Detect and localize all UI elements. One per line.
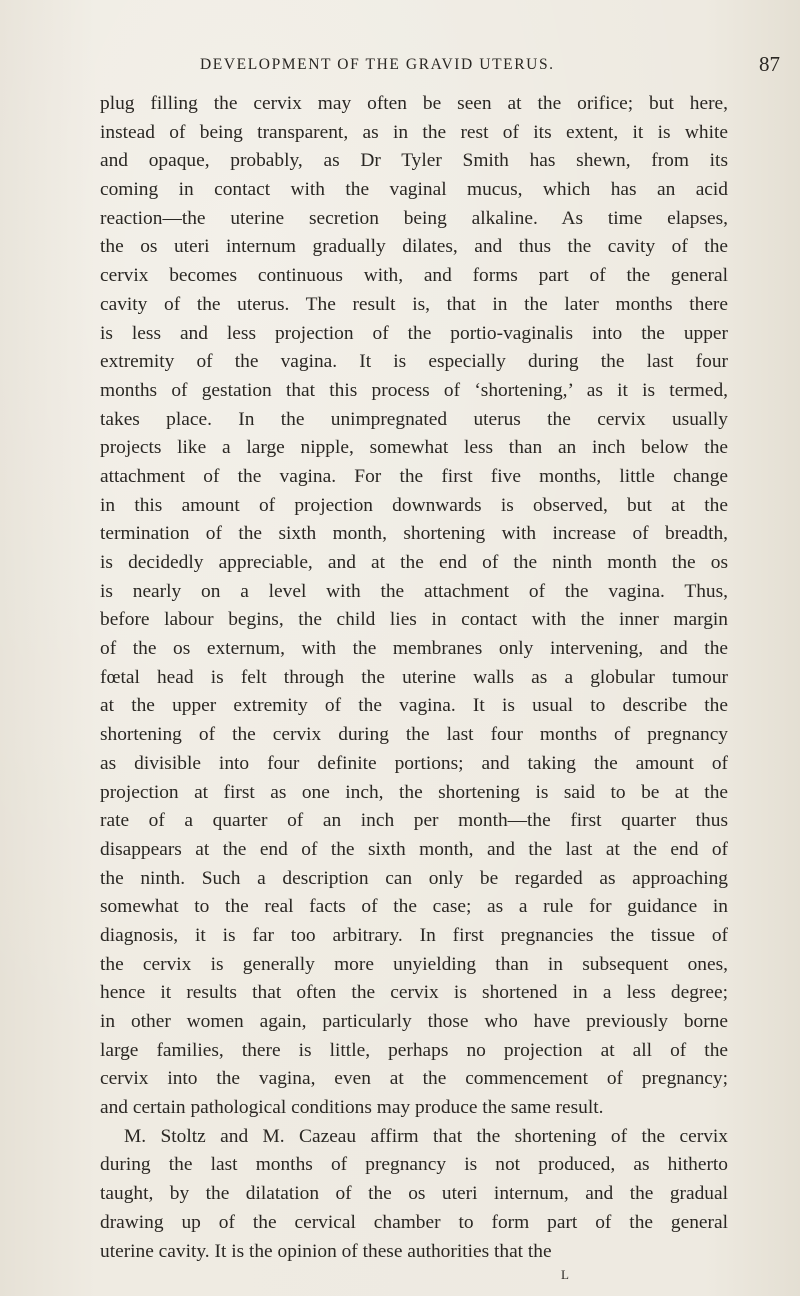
text-line: rate of a quarter of an inch per month—the first quarter thus: [100, 810, 728, 832]
text-line: extremity of the vagina. It is especially during the last four: [100, 351, 728, 373]
text-line: drawing up of the cervical chamber to form part of the general: [100, 1211, 728, 1233]
text-line: as divisible into four definite portions; and taking the amount of: [100, 752, 728, 774]
text-line: takes place. In the unimpregnated uterus the cervix usually: [100, 408, 728, 430]
text-line: coming in contact with the vaginal mucus, which has an acid: [100, 179, 728, 201]
body-text: [100, 90, 728, 1266]
signature-mark: L: [561, 1267, 569, 1282]
text-line: diagnosis, it is far too arbitrary. In first pregnancies the tissue of: [100, 924, 728, 946]
text-line: reaction—the uterine secretion being alkaline. As time elapses,: [100, 207, 728, 229]
text-line: and opaque, probably, as Dr Tyler Smith has shewn, from its: [100, 150, 728, 172]
text-line: the os uteri internum gradually dilates, and thus the cavity of the: [100, 236, 728, 258]
text-line: somewhat to the real facts of the case; as a rule for guidance in: [100, 896, 728, 918]
text-line: fœtal head is felt through the uterine walls as a globular tumour: [100, 666, 728, 688]
text-line: cervix into the vagina, even at the commencement of pregnancy;: [100, 1068, 728, 1090]
text-line: uterine cavity. It is the opinion of these authorities that the: [100, 1240, 552, 1262]
text-line: is decidedly appreciable, and at the end of the ninth month the os: [100, 552, 728, 573]
text-line: the cervix is generally more unyielding than in subsequent ones,: [100, 953, 728, 975]
text-line: termination of the sixth month, shortening with increase of breadth,: [100, 523, 728, 545]
text-line: is nearly on a level with the attachment of the vagina. Thus,: [100, 580, 728, 602]
page-number: 87: [759, 52, 780, 76]
text-line: projection at first as one inch, the shortening is said to be at the: [100, 781, 728, 803]
text-line: is less and less projection of the portio-vaginalis into the upper: [100, 322, 728, 344]
text-line: the ninth. Such a description can only be regarded as approaching: [100, 867, 728, 889]
text-line: taught, by the dilatation of the os uteri internum, and the gradual: [100, 1183, 728, 1205]
text-line: attachment of the vagina. For the first five months, little change: [100, 465, 728, 487]
text-line: M. Stoltz and M. Cazeau affirm that the shortening of the cervix: [124, 1125, 728, 1147]
text-line: hence it results that often the cervix is shortened in a less degree;: [100, 982, 728, 1004]
text-line: before labour begins, the child lies in contact with the inner margin: [100, 609, 728, 631]
running-title: DEVELOPMENT OF THE GRAVID UTERUS.: [200, 56, 555, 73]
text-line: large families, there is little, perhaps no projection at all of the: [100, 1039, 728, 1061]
text-line: disappears at the end of the sixth month, and the last at the end of: [100, 838, 728, 860]
text-line: cavity of the uterus. The result is, that in the later months there: [100, 293, 728, 315]
text-line: and certain pathological conditions may produce the same result.: [100, 1097, 604, 1119]
text-line: at the upper extremity of the vagina. It is usual to describe the: [100, 695, 728, 717]
text-line: projects like a large nipple, somewhat less than an inch below the: [100, 437, 728, 459]
text-line: of the os externum, with the membranes only intervening, and the: [100, 638, 728, 660]
page-header: [200, 52, 780, 80]
text-line: cervix becomes continuous with, and forms part of the general: [100, 265, 728, 287]
text-line: instead of being transparent, as in the rest of its extent, it is white: [100, 121, 728, 143]
text-line: in this amount of projection downwards is observed, but at the: [100, 494, 728, 516]
text-line: in other women again, particularly those who have previously borne: [100, 1011, 728, 1032]
text-line: plug filling the cervix may often be seen at the orifice; but here,: [100, 93, 728, 114]
text-line: shortening of the cervix during the last four months of pregnancy: [100, 724, 728, 746]
text-line: during the last months of pregnancy is not produced, as hitherto: [100, 1154, 728, 1176]
text-line: months of gestation that this process of ‘shortening,’ as it is termed,: [100, 379, 728, 401]
